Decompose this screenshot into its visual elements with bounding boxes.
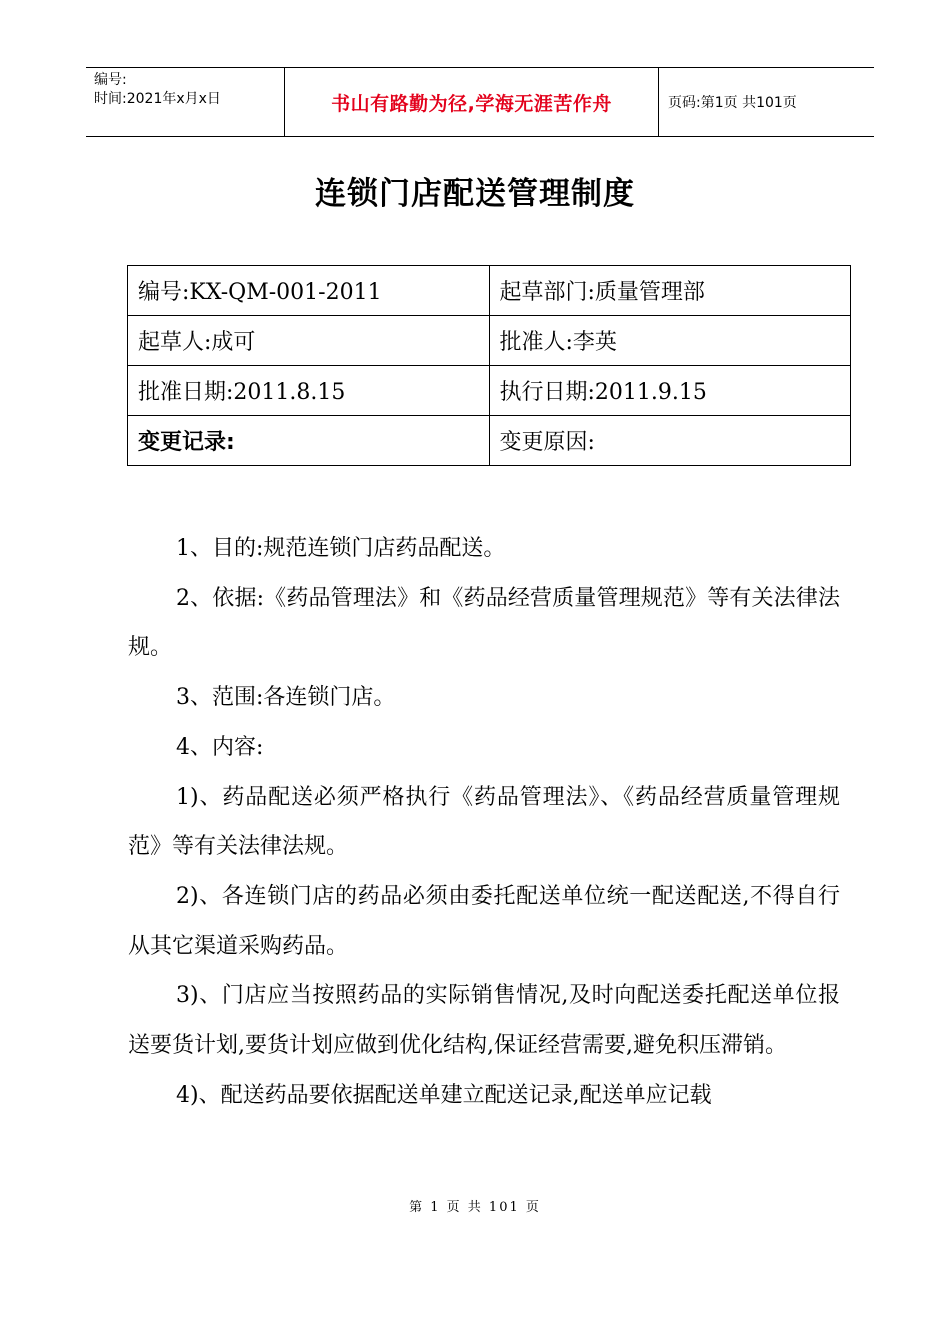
page-footer: 第 1 页 共 101 页 [409,1200,541,1215]
header-date: 时间:2021年x月x日 [94,91,221,107]
page-header [86,67,874,137]
body-paragraph: 4、内容: [176,734,264,760]
document-body [128,524,840,1120]
table-cell-change-reason: 变更原因: [489,416,851,466]
table-cell-approval-date: 批准日期:2011.8.15 [128,366,490,416]
table-row [128,416,851,466]
table-cell-document-number: 编号:KX-QM-001-2011 [128,266,490,316]
body-paragraph: 1、目的:规范连锁门店药品配送。 [176,536,506,561]
table-cell-change-record: 变更记录: [128,416,490,466]
body-paragraph: 4)、配送药品要依据配送单建立配送记录,配送单应记载 [176,1082,712,1108]
table-cell-effective-date: 执行日期:2011.9.15 [489,366,851,416]
document-title: 连锁门店配送管理制度 [315,176,635,212]
header-meta [94,71,284,109]
body-paragraph: 3)、门店应当按照药品的实际销售情况,及时向配送委托配送单位报送要货计划,要货计划应做到优化结构,保证经营需要,避免积压滞销。 [128,983,840,1059]
table-row [128,366,851,416]
table-cell-drafting-department: 起草部门:质量管理部 [489,266,851,316]
table-row [128,266,851,316]
body-paragraph: 3、范围:各连锁门店。 [176,685,396,711]
body-paragraph: 2、依据:《药品管理法》和《药品经营质量管理规范》等有关法律法规。 [128,585,840,661]
header-divider [658,68,659,136]
header-motto: 书山有路勤为径,学海无涯苦作舟 [331,92,612,115]
header-page-info: 页码:第1页 共101页 [668,95,797,111]
body-paragraph: 1)、药品配送必须严格执行《药品管理法》、《药品经营质量管理规范》等有关法律法规。 [128,784,840,860]
header-number-label: 编号: [94,72,127,88]
body-paragraph: 2)、各连锁门店的药品必须由委托配送单位统一配送配送,不得自行从其它渠道采购药品。 [128,883,840,959]
table-cell-approver: 批准人:李英 [489,316,851,366]
document-info-table [127,265,851,466]
table-cell-drafter: 起草人:成可 [128,316,490,366]
table-row [128,316,851,366]
